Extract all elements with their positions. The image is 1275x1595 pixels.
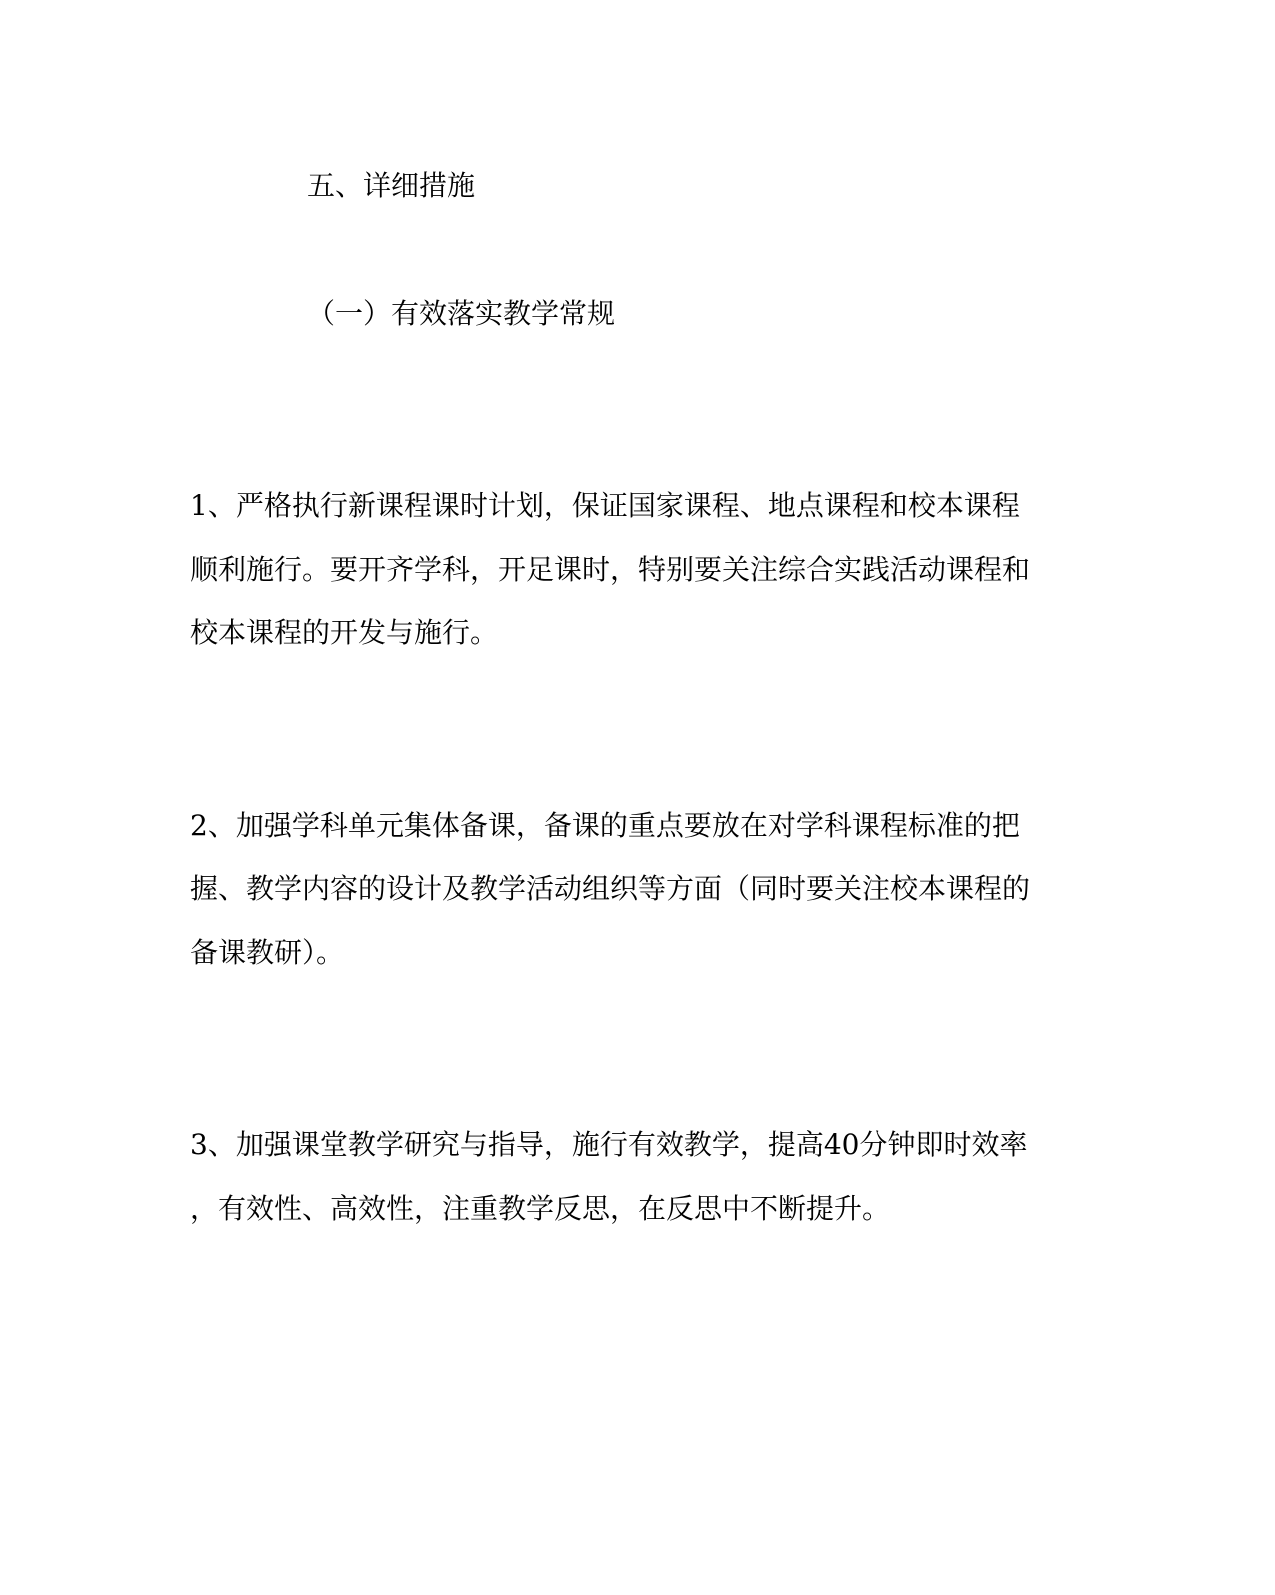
paragraph-line: 3、加强课堂教学研究与指导，施行有效教学，提高40分钟即时效率	[190, 1128, 1028, 1161]
paragraph-line: 握、教学内容的设计及教学活动组织等方面（同时要关注校本课程的	[190, 872, 1031, 905]
paragraph-line: 顺利施行。要开齐学科，开足课时，特别要关注综合实践活动课程和	[190, 553, 1031, 586]
subsection-heading: （一）有效落实教学常规	[307, 297, 616, 330]
paragraph-line: 2、加强学科单元集体备课，备课的重点要放在对学科课程标准的把	[190, 809, 1020, 842]
section-heading: 五、详细措施	[307, 169, 476, 202]
paragraph-line: ，有效性、高效性，注重教学反思，在反思中不断提升。	[190, 1192, 891, 1225]
paragraph-line: 备课教研）。	[190, 936, 345, 969]
paragraph-line: 校本课程的开发与施行。	[190, 616, 499, 649]
paragraph-line: 1、严格执行新课程课时计划，保证国家课程、地点课程和校本课程	[190, 489, 1020, 522]
